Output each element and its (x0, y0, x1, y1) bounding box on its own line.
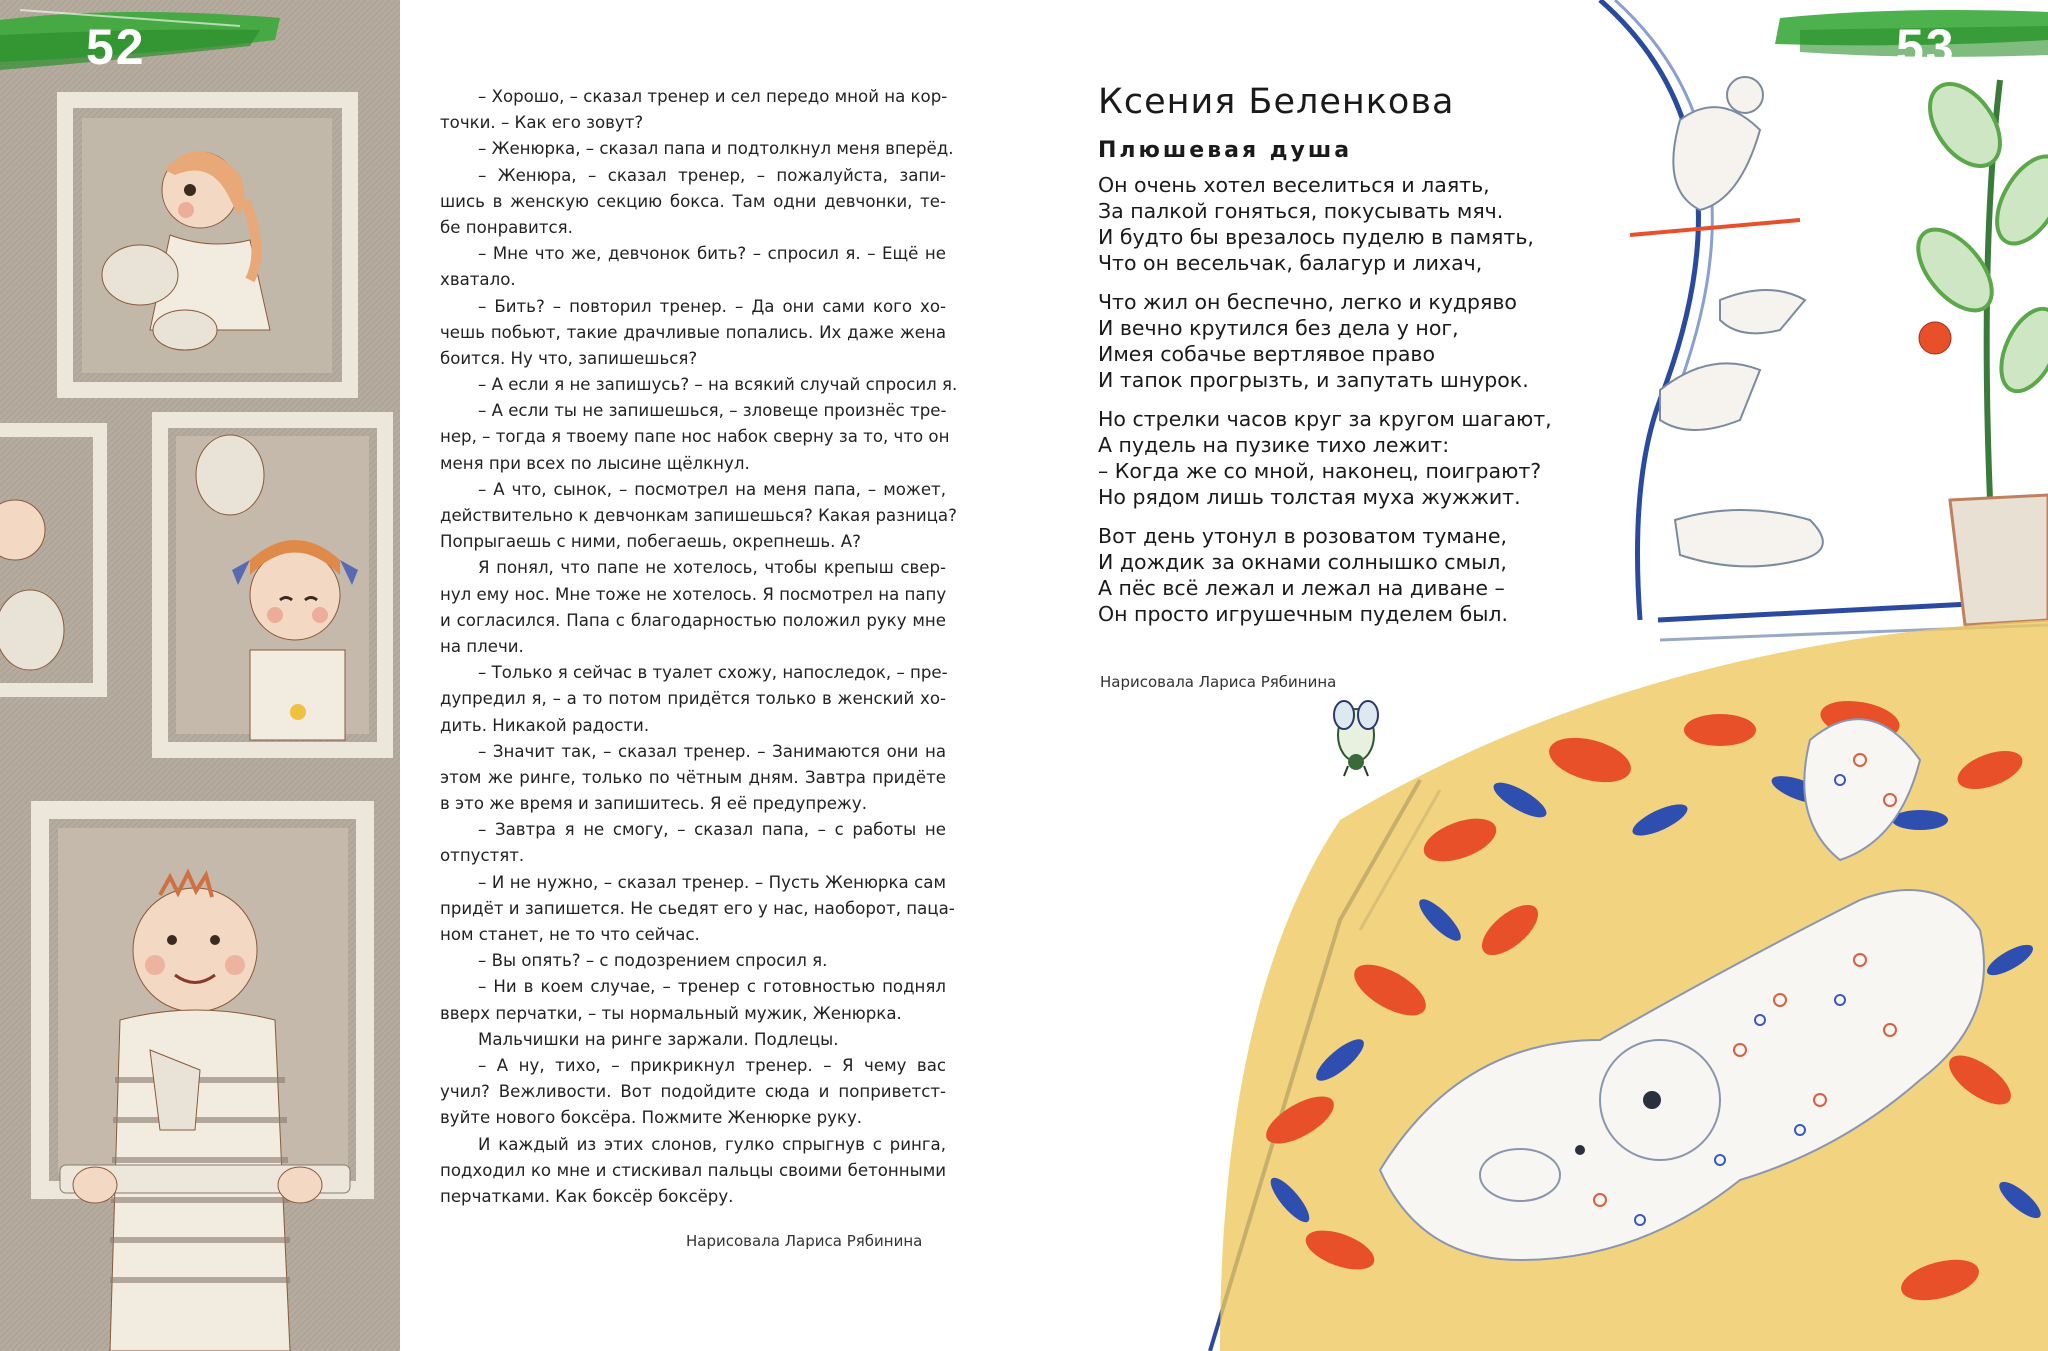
poem-line: А пудель на пузике тихо лежит: (1098, 433, 1450, 457)
prose-line: придёт и запишется. Не сьедят его у нас, наоборот, паца- (440, 898, 955, 918)
prose-line: перчатками. Как боксёр боксёру. (440, 1186, 734, 1206)
prose-line: – Женюра, – сказал тренер, – пожалуйста, запи- (478, 165, 946, 185)
prose-line: – А что, сынок, – посмотрел на меня папа, – может, (478, 479, 946, 499)
page-number-right: 53 (1896, 19, 1956, 75)
poem-line: – Когда же со мной, наконец, поиграют? (1098, 459, 1542, 483)
prose-line: – Женюрка, – сказал папа и подтолкнул меня вперёд. (478, 139, 954, 159)
poem-line: Что жил он беспечно, легко и кудряво (1098, 290, 1517, 314)
poem-line: За палкой гоняться, покусывать мяч. (1098, 199, 1504, 223)
prose-line: – Хорошо, – сказал тренер и сел передо мной на кор- (478, 87, 948, 106)
prose-line: на плечи. (440, 636, 524, 656)
woman-illustration (65, 100, 350, 390)
prose-line: – Завтра я не смогу, – сказал папа, – с работы не (478, 820, 946, 840)
prose-line: дупредил я, – а то потом придётся только в женский хо- (440, 689, 946, 709)
left-illustration (0, 0, 400, 1351)
girl-illustration (160, 420, 385, 750)
prose-line: ном станет, не то что сейчас. (440, 925, 700, 944)
prose-line: – А ну, тихо, – прикрикнул тренер. – Я чему вас (478, 1055, 946, 1075)
prose-line: вуйте нового боксёра. Пожмите Женюрке руку. (440, 1108, 863, 1128)
poem-line: И будто бы врезалось пуделю в память, (1098, 225, 1534, 249)
prose-line: Мальчишки на ринге заржали. Подлецы. (478, 1029, 839, 1049)
prose-line: – Бить? – повторил тренер. – Да они сами кого хо- (478, 296, 946, 316)
poem-line: Имея собачье вертлявое право (1098, 342, 1436, 366)
poem-stanza (1098, 406, 1552, 510)
prose-line: чешь побьют, такие драчливые попались. Их даже жена (440, 322, 946, 342)
prose-line: шись в женскую секцию бокса. Там одни девчонки, те- (440, 191, 946, 211)
poem-line: Вот день утонул в розоватом тумане, (1098, 524, 1507, 548)
poem-line: И тапок прогрызть, и запутать шнурок. (1098, 368, 1529, 392)
prose-line: и согласился. Папа с благодарностью положил руку мне (440, 610, 946, 630)
poem-stanza (1098, 523, 1552, 627)
prose-line: – Только я сейчас в туалет схожу, напоследок, – пре- (478, 663, 948, 683)
illustrator-credit-left: Нарисовала Лариса Рябинина (686, 1232, 923, 1250)
prose-line: вверх перчатки, – ты нормальный мужик, Женюрка. (440, 1003, 902, 1023)
prose-line: И каждый из этих слонов, гулко спрыгнув с ринга, (478, 1134, 946, 1154)
prose-line: отпустят. (440, 846, 525, 866)
poem-line: Он просто игрушечным пуделем был. (1098, 602, 1509, 626)
prose-column (440, 84, 958, 1210)
illustrator-credit-right: Нарисовала Лариса Рябинина (1100, 673, 1337, 691)
poem-line: И вечно крутился без дела у ног, (1098, 316, 1459, 340)
prose-line: нер, – тогда я твоему папе нос набок сверну за то, что он (440, 427, 950, 447)
prose-line: – А если ты не запишешься, – зловеще произнёс тре- (478, 401, 947, 421)
prose-line: – И не нужно, – сказал тренер. – Пусть Женюрка сам (478, 872, 946, 892)
prose-line: – Ни в коем случае, – тренер с готовностью поднял (478, 977, 946, 997)
poem-line: Но стрелки часов круг за кругом шагают, (1098, 407, 1552, 431)
poem-line: Он очень хотел веселиться и лаять, (1098, 173, 1490, 197)
prose-line: действительно к девчонкам запишешься? Какая разница? (440, 506, 957, 525)
poem-line: И дождик за окнами солнышко смыл, (1098, 550, 1507, 574)
prose-line: точки. – Как его зовут? (440, 113, 644, 133)
poem-body (1098, 172, 1552, 640)
prose-line: учил? Вежливости. Вот подойдите сюда и поприветст- (440, 1082, 946, 1102)
poem-line: Но рядом лишь толстая муха жужжит. (1098, 485, 1521, 509)
prose-line: Я понял, что папе не хотелось, чтобы крепыш свер- (478, 558, 946, 578)
page-number-left: 52 (86, 19, 146, 75)
prose-line: – Вы опять? – с подозрением спросил я. (478, 951, 828, 971)
prose-line: бе понравится. (440, 217, 573, 237)
prose-line: дить. Никакой радости. (440, 715, 650, 735)
prose-line: боится. Ну что, запишешься? (440, 348, 698, 368)
prose-line: меня при всех по лысине щёлкнул. (440, 453, 750, 473)
prose-line: – Мне что же, девчонок бить? – спросил я. – Ещё не (478, 244, 946, 264)
poodle-illustration (1630, 77, 1951, 566)
prose-line: подходил ко мне и стискивал пальцы своими бетонными (440, 1160, 946, 1180)
prose-line: нул ему нос. Мне тоже не хотелось. Я посмотрел на папу (440, 584, 947, 604)
poem-stanza (1098, 172, 1552, 276)
poem-author: Ксения Беленкова (1098, 82, 1455, 122)
prose-line: – А если я не запишусь? – на всякий случай спросил я. (478, 375, 958, 395)
poem-line: А пёс всё лежал и лежал на диване – (1098, 576, 1505, 600)
poem-stanza (1098, 289, 1552, 393)
prose-line: хватало. (440, 270, 516, 290)
prose-line: Попрыгаешь с ними, побегаешь, окрепнешь. А? (440, 532, 861, 552)
prose-line: в это же время и запишитесь. Я её предупрежу. (440, 794, 867, 814)
prose-line: этом же ринге, только по чётным дням. Завтра придёте (440, 767, 946, 787)
prose-line: – Значит так, – сказал тренер. – Занимаются они на (478, 741, 946, 761)
poem-line: Что он весельчак, балагур и лихач, (1098, 251, 1483, 275)
poem-title: Плюшевая душа (1098, 138, 1353, 163)
fly-illustration (1326, 690, 1386, 780)
